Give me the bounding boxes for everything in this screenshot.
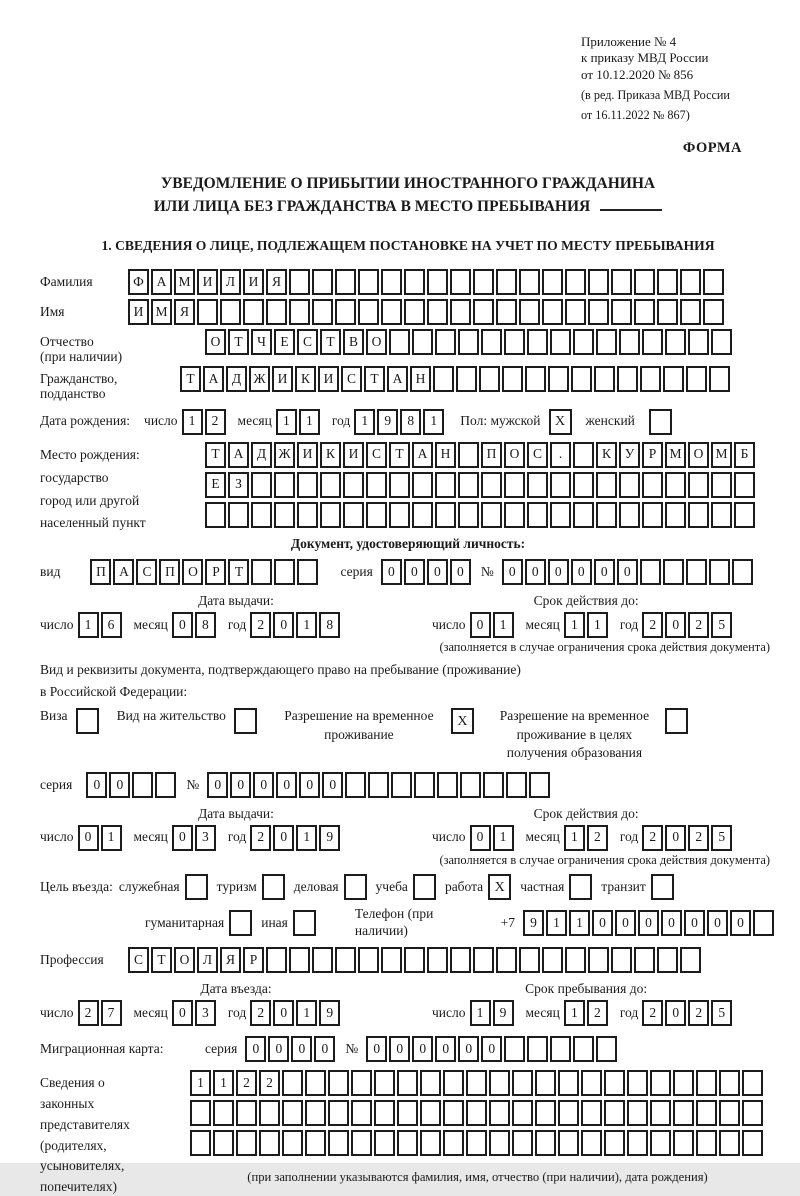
purpose-official-checkbox[interactable] [185, 874, 208, 900]
residence-intro1: Вид и реквизиты документа, подтверждающего право на пребывание (проживание) [40, 661, 521, 677]
purpose-private: частная [520, 874, 592, 900]
representatives-rows [190, 1070, 765, 1156]
residence-number-label: № [186, 776, 200, 792]
migration-card-label: Миграционная карта: [40, 1040, 164, 1056]
residence-expiry-group [432, 825, 740, 851]
citizenship-row [40, 366, 776, 403]
firstname-row [40, 299, 776, 325]
residence-issue-year-cells[interactable]: 2 0 1 9 [250, 825, 342, 851]
birth-year-cells[interactable]: 1 9 8 1 [354, 409, 446, 435]
year-label: год [227, 616, 247, 632]
patronymic-cells[interactable]: О Т Ч Е С Т В О [205, 329, 734, 355]
residence-permit-label: Вид на жительство [116, 708, 226, 724]
year-label: год [619, 1004, 639, 1020]
migration-number-cells[interactable]: 0 0 0 0 0 0 [366, 1036, 619, 1062]
title-blank-line [600, 198, 662, 211]
representatives-note: (при заполнении указываются фамилия, имя, отчество (при наличии), дата рождения) [247, 1169, 708, 1184]
residence-expiry-heading: Срок действия до: [533, 805, 639, 821]
stay-day-cells[interactable]: 1 9 [470, 1000, 516, 1026]
day-label: число [432, 616, 466, 632]
purpose-transit-checkbox[interactable] [651, 874, 674, 900]
firstname-label: Имя [40, 304, 65, 320]
form-title [40, 173, 776, 218]
day-label: число [40, 616, 74, 632]
stay-month-cells[interactable]: 1 2 [564, 1000, 610, 1026]
identity-doc-row [40, 559, 776, 585]
doc-kind-label: вид [40, 563, 61, 579]
year-label: год [619, 829, 639, 845]
phone-label: Телефон (при наличии) [354, 906, 434, 939]
temp-residence-education-checkbox[interactable] [665, 708, 688, 734]
birthplace-label: Место рождения: государство город или другой населенный пункт [40, 446, 146, 531]
residence-number-cells[interactable]: 0 0 0 0 0 0 [207, 772, 552, 798]
migration-series-label: серия [205, 1040, 238, 1056]
identity-doc-heading: Документ, удостоверяющий личность: [290, 536, 526, 552]
expiry-date-group [432, 612, 740, 638]
year-label: год [227, 829, 247, 845]
residence-expiry-year-cells[interactable]: 2 0 2 5 [642, 825, 734, 851]
purpose-private-checkbox[interactable] [569, 874, 592, 900]
residence-expiry-day-cells[interactable]: 0 1 [470, 825, 516, 851]
month-label: месяц [525, 829, 560, 845]
appendix-line: к приказу МВД России [581, 50, 709, 66]
citizenship-cells[interactable]: Т А Д Ж И К И С Т А Н [180, 366, 732, 392]
phone-prefix: +7 [500, 914, 515, 930]
purpose-tourism-checkbox[interactable] [262, 874, 285, 900]
purpose-business-checkbox[interactable] [344, 874, 367, 900]
month-label: месяц [133, 1004, 168, 1020]
surname-row [40, 269, 776, 295]
year-label: год [619, 616, 639, 632]
appendix-block [581, 34, 776, 123]
entry-month-cells[interactable]: 0 3 [172, 1000, 218, 1026]
doc-number-cells[interactable]: 0 0 0 0 0 0 [502, 559, 755, 585]
sex-male-label: Пол: мужской [460, 413, 541, 429]
expiry-day-cells[interactable]: 0 1 [470, 612, 516, 638]
option-visa [40, 707, 99, 734]
migration-number-label: № [345, 1040, 359, 1056]
representatives-block [40, 1070, 776, 1196]
purpose-other: иная [261, 910, 316, 936]
month-label: месяц [525, 1004, 560, 1020]
expiry-month-cells[interactable]: 1 1 [564, 612, 610, 638]
purpose-row [40, 874, 776, 900]
visa-label: Виза [40, 708, 68, 724]
sex-female-checkbox[interactable] [649, 409, 672, 435]
purpose-other-checkbox[interactable] [293, 910, 316, 936]
residence-issue-day-cells[interactable]: 0 1 [78, 825, 124, 851]
issue-year-cells[interactable]: 2 0 1 8 [250, 612, 342, 638]
month-label: месяц [133, 829, 168, 845]
residence-series-label: серия [40, 776, 73, 792]
purpose-tourism: туризм [217, 874, 285, 900]
representatives-row3-cells[interactable] [190, 1130, 765, 1156]
temp-residence-education-label: Разрешение на временное проживание в целях получения образования [499, 708, 650, 760]
birth-month-cells[interactable]: 1 1 [276, 409, 322, 435]
patronymic-label: Отчество (при наличии) [40, 334, 123, 365]
temp-residence-checkbox[interactable]: X [451, 708, 474, 734]
day-label: число [144, 413, 178, 429]
year-label: год [227, 1004, 247, 1020]
doc-series-cells[interactable]: 0 0 0 0 [381, 559, 473, 585]
issue-date-group [40, 612, 348, 638]
birth-day-cells[interactable]: 1 2 [182, 409, 228, 435]
profession-label: Профессия [40, 951, 104, 967]
birthplace-row2-cells[interactable]: Е З [205, 472, 757, 498]
residence-series-row [40, 772, 776, 798]
representatives-label: Сведения о законных представителях (родителях, усыновителях, попечителях) [40, 1074, 130, 1195]
issue-date-heading: Дата выдачи: [198, 593, 274, 609]
birthdate-label: Дата рождения: [40, 413, 131, 429]
residence-intro2: в Российской Федерации: [40, 684, 188, 700]
sex-male-checkbox[interactable]: X [549, 409, 572, 435]
surname-label: Фамилия [40, 274, 93, 290]
birthdate-row [40, 409, 776, 435]
residence-doc-note: (заполняется в случае ограничения срока действия документа) [439, 852, 770, 867]
appendix-line: от 10.12.2020 № 856 [581, 66, 694, 82]
identity-doc-dates [40, 593, 776, 638]
purpose-work-checkbox[interactable]: X [488, 874, 511, 900]
stay-until-group [432, 1000, 740, 1026]
purpose-study: учеба [376, 874, 436, 900]
purpose-humanitarian-checkbox[interactable] [229, 910, 252, 936]
option-residence-permit [117, 707, 257, 734]
doc-kind-cells[interactable]: П А С П О Р Т [90, 559, 320, 585]
edition-line: от 16.11.2022 № 867) [581, 108, 690, 122]
stay-until-heading: Срок пребывания до: [525, 981, 648, 997]
day-label: число [40, 1004, 74, 1020]
residence-issue-heading: Дата выдачи: [198, 805, 274, 821]
expiry-year-cells[interactable]: 2 0 2 5 [642, 612, 734, 638]
day-label: число [40, 829, 74, 845]
profession-row [40, 947, 776, 973]
doc-number-label: № [480, 563, 494, 579]
purpose-study-checkbox[interactable] [413, 874, 436, 900]
temp-residence-label: Разрешение на временное проживание [284, 708, 434, 742]
purpose-humanitarian: гуманитарная [145, 910, 252, 936]
sex-female-label: женский [585, 413, 635, 429]
representatives-row1-cells[interactable]: 1 1 2 2 [190, 1070, 765, 1096]
month-label: месяц [237, 413, 272, 429]
patronymic-row [40, 329, 776, 366]
entry-date-heading: Дата въезда: [200, 981, 272, 997]
forma-label: ФОРМА [682, 140, 742, 157]
migration-series-cells[interactable]: 0 0 0 0 [245, 1036, 337, 1062]
expiry-date-heading: Срок действия до: [533, 593, 639, 609]
representatives-row2-cells[interactable] [190, 1100, 765, 1126]
entry-day-cells[interactable]: 2 7 [78, 1000, 124, 1026]
residence-issue-month-cells[interactable]: 0 3 [172, 825, 218, 851]
day-label: число [432, 1004, 466, 1020]
entry-year-cells[interactable]: 2 0 1 9 [250, 1000, 342, 1026]
month-label: месяц [525, 616, 560, 632]
purpose-transit: транзит [601, 874, 674, 900]
month-label: месяц [133, 616, 168, 632]
purpose-official: служебная [119, 874, 208, 900]
residence-doc-dates [40, 806, 776, 851]
visa-checkbox[interactable] [76, 708, 99, 734]
day-label: число [432, 829, 466, 845]
residence-expiry-month-cells[interactable]: 1 2 [564, 825, 610, 851]
purpose-work: работа X [445, 874, 511, 900]
birthplace-row3-cells[interactable] [205, 502, 757, 528]
residence-issue-group [40, 825, 348, 851]
doc-series-label: серия [340, 563, 373, 579]
purpose-row2 [145, 906, 776, 940]
surname-cells[interactable]: Ф А М И Л И Я [128, 269, 726, 295]
residence-options-row [40, 707, 776, 762]
residence-series-cells[interactable]: 0 0 [86, 772, 178, 798]
stay-year-cells[interactable]: 2 0 2 5 [642, 1000, 734, 1026]
birthplace-rows [205, 442, 757, 532]
birthplace-block [40, 442, 776, 533]
residence-permit-checkbox[interactable] [234, 708, 257, 734]
purpose-business: деловая [294, 874, 367, 900]
option-temp-residence-education [492, 707, 688, 762]
citizenship-label: Гражданство, подданство [40, 371, 118, 401]
section1-heading: 1. СВЕДЕНИЯ О ЛИЦЕ, ПОДЛЕЖАЩЕМ ПОСТАНОВКЕ НА УЧЕТ ПО МЕСТУ ПРЕБЫВАНИЯ [101, 238, 715, 254]
birthdate-group [144, 409, 452, 435]
purpose-label: Цель въезда: [40, 878, 113, 894]
appendix-line: Приложение № 4 [581, 34, 677, 49]
issue-month-cells[interactable]: 0 8 [172, 612, 218, 638]
entry-dates [40, 981, 776, 1026]
phone-cells[interactable]: 9 1 1 0 0 0 0 0 0 0 [523, 910, 776, 936]
year-label: год [331, 413, 351, 429]
migration-card-row [40, 1036, 776, 1062]
entry-date-group [40, 1000, 348, 1026]
identity-doc-note: (заполняется в случае ограничения срока действия документа) [439, 640, 770, 655]
form-title-line1: УВЕДОМЛЕНИЕ О ПРИБЫТИИ ИНОСТРАННОГО ГРАЖДАНИНА [160, 175, 656, 193]
profession-cells[interactable]: С Т О Л Я Р [128, 947, 703, 973]
form-title-line2: ИЛИ ЛИЦА БЕЗ ГРАЖДАНСТВА В МЕСТО ПРЕБЫВАНИЯ [40, 196, 776, 218]
issue-day-cells[interactable]: 1 6 [78, 612, 124, 638]
edition-line: (в ред. Приказа МВД России [581, 87, 730, 102]
option-temp-residence [275, 707, 474, 743]
firstname-cells[interactable]: И М Я [128, 299, 726, 325]
birthplace-row1-cells[interactable]: Т А Д Ж И К И С Т А Н П О С . К У Р М О М Б [205, 442, 757, 468]
representatives-right [190, 1070, 765, 1186]
